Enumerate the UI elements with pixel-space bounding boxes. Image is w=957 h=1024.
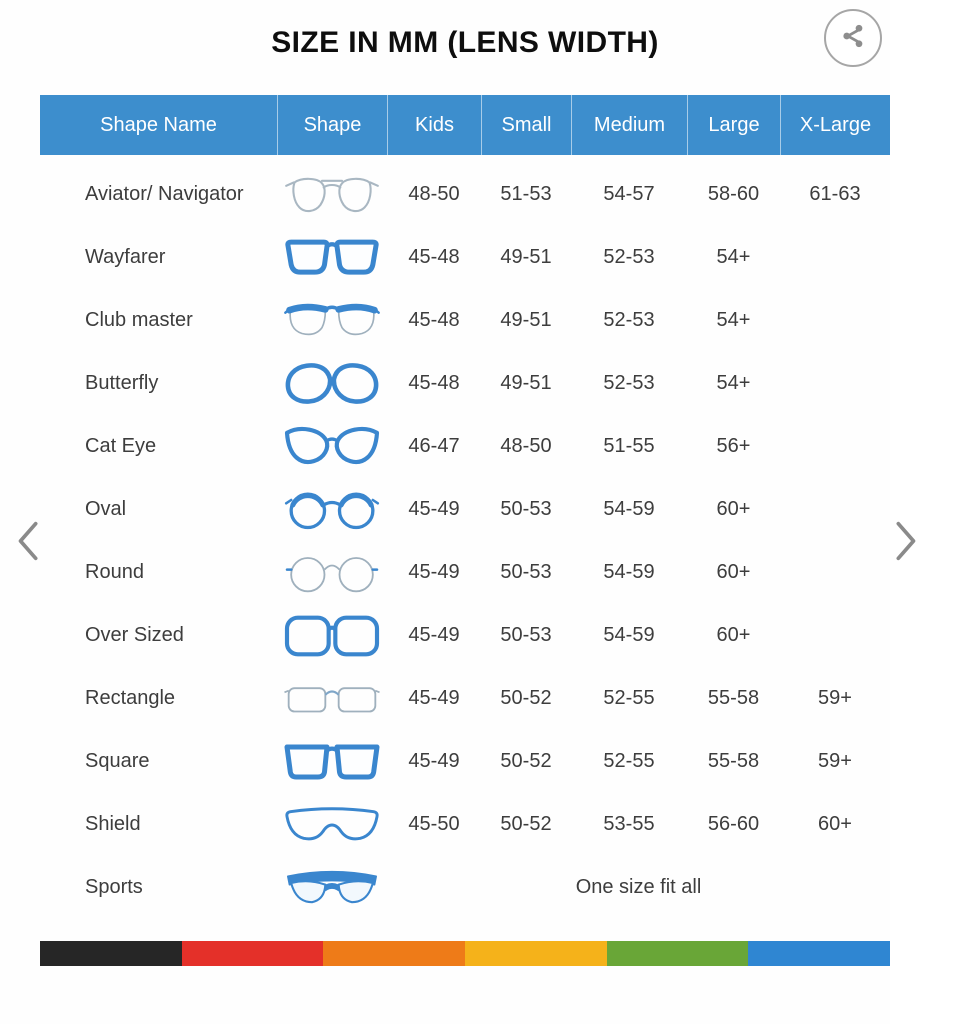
butterfly-glasses-icon (277, 359, 387, 409)
table-header-row (40, 95, 890, 155)
size-value: 54-59 (603, 624, 655, 646)
chevron-left-icon (14, 551, 40, 568)
sports-glasses-icon (277, 863, 387, 913)
table-row (40, 289, 890, 352)
size-value: 58-60 (707, 183, 760, 205)
table-row (40, 856, 890, 919)
table-row (40, 226, 890, 289)
table-row (40, 163, 890, 226)
color-bar-segment (323, 941, 465, 966)
size-value: 52-55 (603, 687, 655, 709)
size-value: 54+ (716, 372, 751, 394)
size-value: 45-49 (408, 498, 460, 520)
table-row (40, 415, 890, 478)
size-value: 52-53 (603, 246, 655, 268)
column-header-shape: Shape (277, 95, 387, 155)
size-value: 45-50 (408, 813, 460, 835)
table-body (40, 163, 890, 919)
color-bar-segment (40, 941, 182, 966)
color-bar-segment (748, 941, 890, 966)
size-value: 54+ (716, 246, 751, 268)
shape-name-label: Oval (85, 498, 127, 520)
size-value: 52-53 (603, 309, 655, 331)
color-bar-segment (607, 941, 749, 966)
size-value: 52-53 (603, 372, 655, 394)
round-glasses-icon (277, 548, 387, 598)
aviator-glasses-icon (277, 170, 387, 220)
size-value: 61-63 (809, 183, 861, 205)
size-value: 48-50 (500, 435, 552, 457)
column-header-shape-name: Shape Name (100, 113, 217, 136)
shape-name-label: Round (85, 561, 144, 583)
size-value: 49-51 (500, 372, 552, 394)
size-value: 56+ (716, 435, 751, 457)
size-value: 49-51 (500, 246, 552, 268)
column-header-small: Small (481, 95, 571, 155)
size-value: 54-59 (603, 498, 655, 520)
shape-name-label: Over Sized (85, 624, 184, 646)
cateye-glasses-icon (277, 422, 387, 472)
size-value: 52-55 (603, 750, 655, 772)
color-bar-segment (465, 941, 607, 966)
chevron-right-icon (894, 551, 920, 568)
column-header-kids: Kids (387, 95, 481, 155)
clubmaster-glasses-icon (277, 296, 387, 346)
footer-color-bar (40, 941, 890, 966)
size-value: 45-48 (408, 372, 460, 394)
carousel-next-button[interactable] (894, 518, 920, 569)
shape-name-label: Aviator/ Navigator (85, 183, 244, 205)
share-icon (838, 21, 868, 56)
share-button[interactable] (824, 9, 882, 67)
size-value: 45-49 (408, 750, 460, 772)
square-glasses-icon (277, 737, 387, 787)
size-value: 60+ (818, 813, 852, 835)
size-value: 51-55 (603, 435, 655, 457)
size-value: 55-58 (707, 750, 760, 772)
shape-name-label: Square (85, 750, 150, 772)
table-row (40, 667, 890, 730)
color-bar-segment (182, 941, 324, 966)
size-value: 54-59 (603, 561, 655, 583)
size-value: 45-49 (408, 624, 460, 646)
shape-name-label: Wayfarer (85, 246, 166, 268)
shape-name-label: Rectangle (85, 687, 176, 709)
size-value: 53-55 (603, 813, 655, 835)
size-value: 55-58 (707, 687, 760, 709)
size-value: 48-50 (408, 183, 460, 205)
size-value: 46-47 (408, 435, 460, 457)
table-row (40, 352, 890, 415)
table-row (40, 541, 890, 604)
size-value: 59+ (818, 687, 852, 709)
page-title: SIZE IN MM (LENS WIDTH) (271, 26, 659, 59)
table-row (40, 730, 890, 793)
oversized-glasses-icon (277, 611, 387, 661)
column-header-medium: Medium (571, 95, 687, 155)
column-header-xlarge: X-Large (780, 95, 890, 155)
page-right-gutter (890, 0, 957, 1024)
column-header-large: Large (687, 95, 780, 155)
size-value: 59+ (818, 750, 852, 772)
oval-glasses-icon (277, 485, 387, 535)
size-value: 51-53 (500, 183, 552, 205)
size-table (40, 95, 890, 919)
size-value: 50-53 (500, 624, 552, 646)
shape-name-label: Butterfly (85, 372, 159, 394)
shape-name-label: Club master (85, 309, 193, 331)
shape-name-label: Sports (85, 876, 143, 898)
carousel-prev-button[interactable] (14, 518, 40, 569)
size-value: 50-52 (500, 813, 552, 835)
size-value: 50-53 (500, 561, 552, 583)
size-value: 54-57 (603, 183, 655, 205)
size-value: 50-52 (500, 750, 552, 772)
size-value: 50-53 (500, 498, 552, 520)
size-value: 49-51 (500, 309, 552, 331)
wayfarer-glasses-icon (277, 233, 387, 283)
size-value: 50-52 (500, 687, 552, 709)
shape-name-label: Cat Eye (85, 435, 157, 457)
size-value: 60+ (716, 561, 751, 583)
size-value: 54+ (716, 309, 751, 331)
size-value: 45-48 (408, 246, 460, 268)
size-value: 45-49 (408, 561, 460, 583)
table-row (40, 793, 890, 856)
size-value: 45-49 (408, 687, 460, 709)
size-value: 45-48 (408, 309, 460, 331)
size-value: 60+ (716, 498, 751, 520)
table-row (40, 604, 890, 667)
shield-glasses-icon (277, 800, 387, 850)
table-row (40, 478, 890, 541)
size-value: 60+ (716, 624, 751, 646)
rectangle-glasses-icon (277, 674, 387, 724)
size-value: 56-60 (707, 813, 760, 835)
one-size-note: One size fit all (575, 876, 702, 898)
shape-name-label: Shield (85, 813, 141, 835)
